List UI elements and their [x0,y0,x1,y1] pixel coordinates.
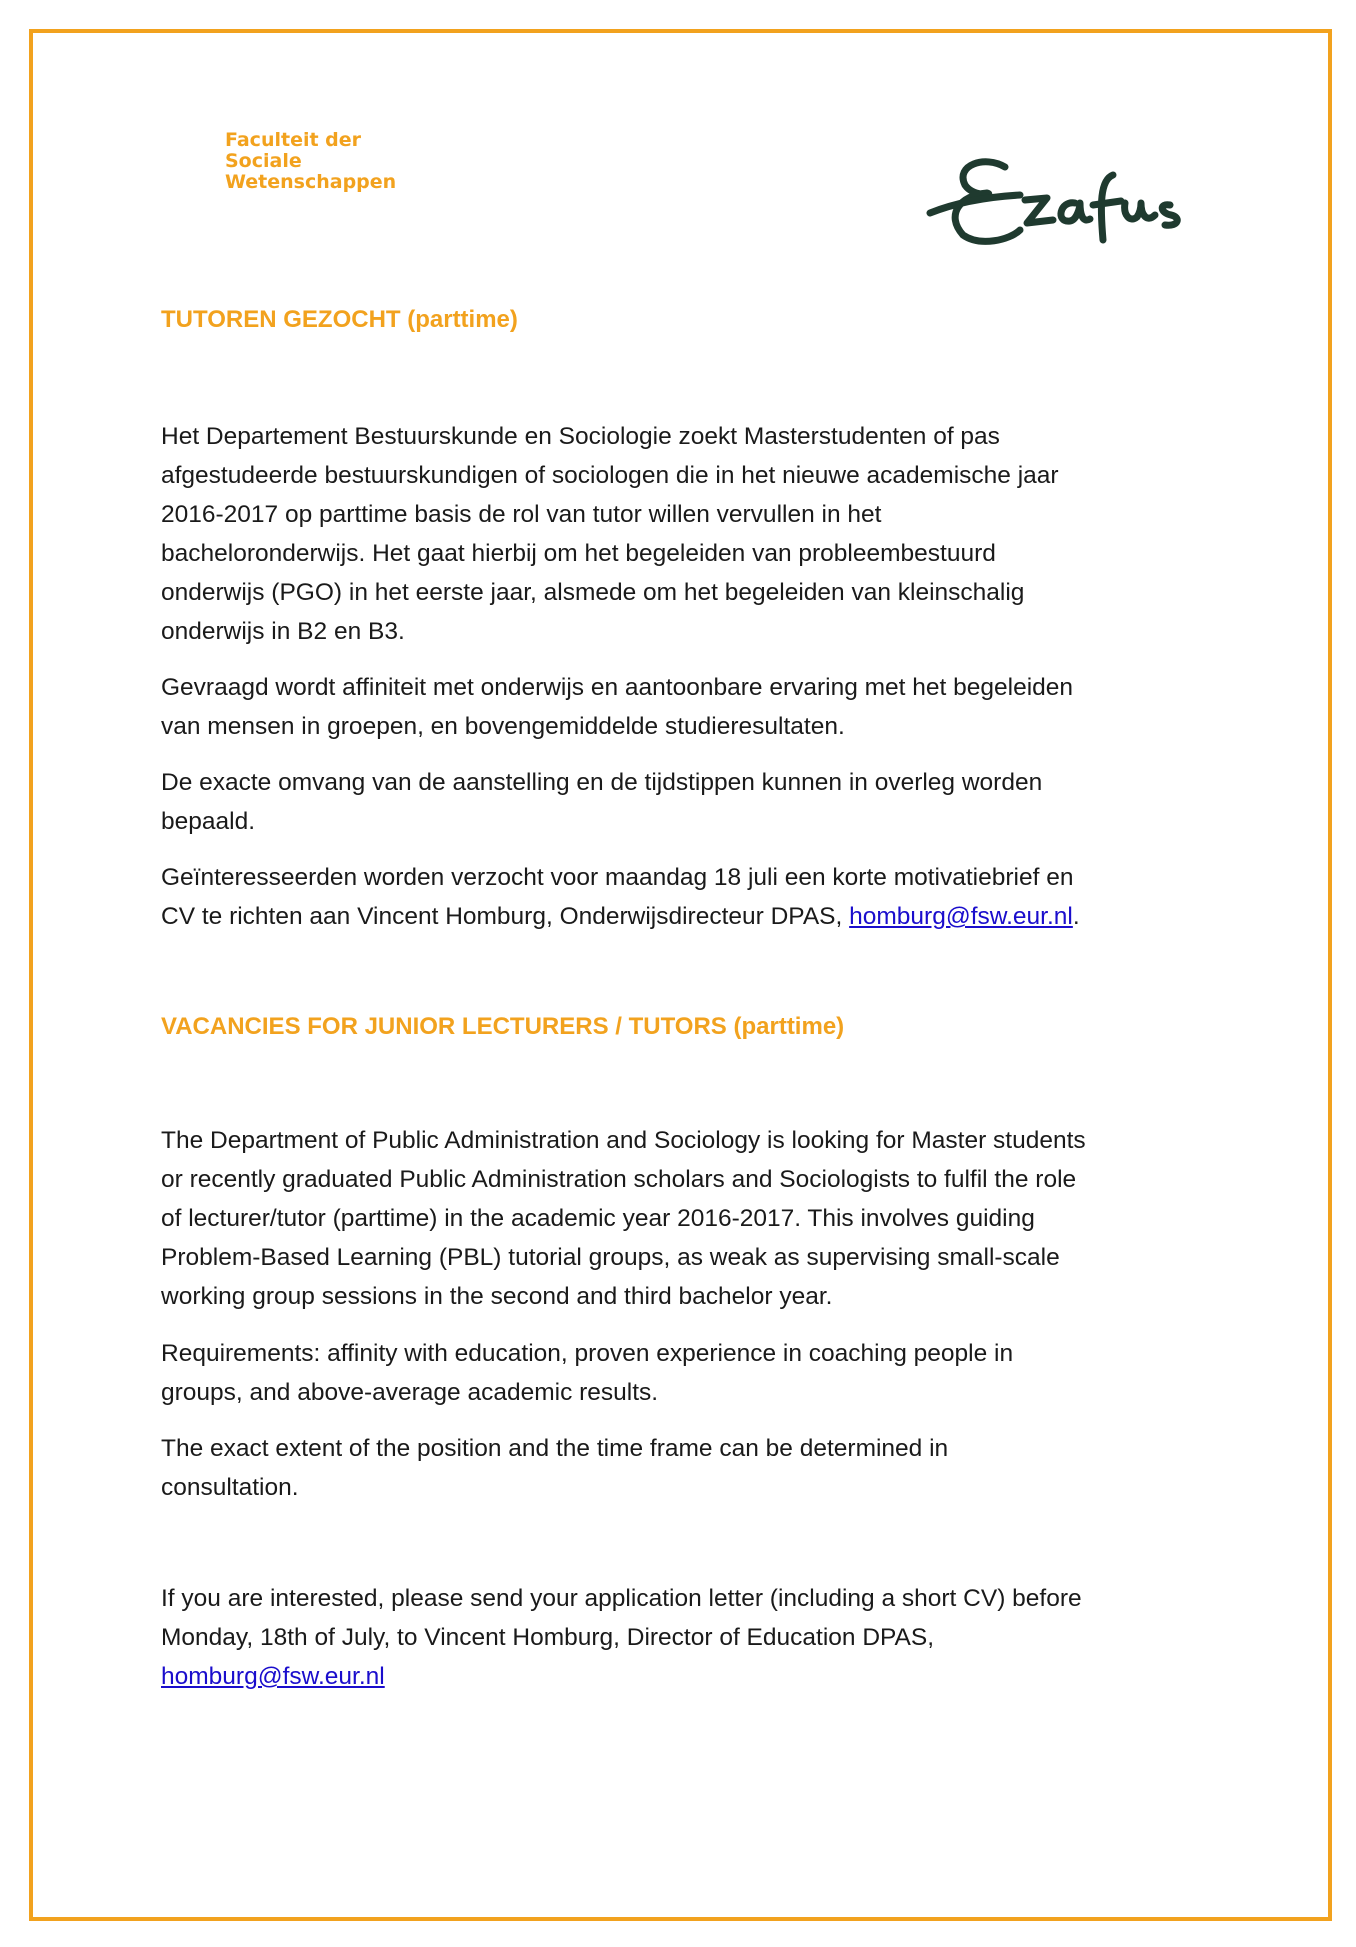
text-line: The exact extent of the position and the time frame can be determined in [161,1435,949,1462]
text-line [161,897,1201,936]
faculty-name [225,130,396,193]
text-line: groups, and above-average academic results. [161,1379,659,1406]
text-line: 2016-2017 op parttime basis de rol van tutor willen vervullen in het [161,501,882,528]
english-paragraph-4 [161,1579,1201,1696]
text-line: van mensen in groepen, en bovengemiddelde studieresultaten. [161,713,845,740]
text-line: Gevraagd wordt affiniteit met onderwijs en aantoonbare ervaring met het begeleiden [161,674,1074,701]
text-line: bepaald. [161,808,256,835]
text-line: or recently graduated Public Administration scholars and Sociologists to fulfil the role [161,1166,1077,1193]
english-heading: VACANCIES FOR JUNIOR LECTURERS / TUTORS (parttime) [161,1013,845,1040]
text-line: Problem-Based Learning (PBL) tutorial groups, as weak as supervising small-scale [161,1244,1060,1271]
text-line: Requirements: affinity with education, proven experience in coaching people in [161,1340,1014,1367]
faculty-line-1: Faculteit der [225,129,362,151]
text-line: Geïnteresseerden worden verzocht voor maandag 18 juli een korte motivatiebrief en [161,864,1074,891]
text-line: of lecturer/tutor (parttime) in the academic year 2016-2017. This involves guiding [161,1205,1035,1232]
email-link[interactable]: homburg@fsw.eur.nl [161,1663,385,1690]
erasmus-logo [925,145,1225,250]
dutch-heading: TUTOREN GEZOCHT (parttime) [161,306,518,333]
text-segment: . [1072,903,1080,930]
dutch-paragraph-1 [161,417,1201,651]
dutch-paragraph-3 [161,763,1201,841]
text-line: Het Departement Bestuurskunde en Sociologie zoekt Masterstudenten of pas [161,423,1000,450]
faculty-line-3: Wetenschappen [225,171,397,193]
text-line: If you are interested, please send your application letter (including a short CV) before [161,1585,1082,1612]
text-line: De exacte omvang van de aanstelling en de tijdstippen kunnen in overleg worden [161,769,1043,796]
english-paragraph-3 [161,1429,1201,1507]
text-line: consultation. [161,1474,299,1501]
text-line: The Department of Public Administration and Sociology is looking for Master students [161,1127,1086,1154]
text-segment: CV te richten aan Vincent Homburg, Onderwijsdirecteur DPAS, [161,903,850,930]
text-line: Monday, 18th of July, to Vincent Homburg, Director of Education DPAS, [161,1624,935,1651]
text-line: onderwijs (PGO) in het eerste jaar, alsmede om het begeleiden van kleinschalig [161,579,1025,606]
text-line: working group sessions in the second and third bachelor year. [161,1283,833,1310]
text-line: bacheloronderwijs. Het gaat hierbij om het begeleiden van probleembestuurd [161,540,996,567]
text-line [161,1657,1201,1696]
faculty-line-2: Sociale [225,150,302,172]
dutch-paragraph-2 [161,668,1201,746]
english-paragraph-1 [161,1121,1201,1316]
email-link[interactable]: homburg@fsw.eur.nl [849,903,1073,930]
dutch-paragraph-4 [161,858,1201,936]
text-line: onderwijs in B2 en B3. [161,618,405,645]
english-paragraph-2 [161,1334,1201,1412]
text-line: afgestudeerde bestuurskundigen of sociologen die in het nieuwe academische jaar [161,462,1059,489]
